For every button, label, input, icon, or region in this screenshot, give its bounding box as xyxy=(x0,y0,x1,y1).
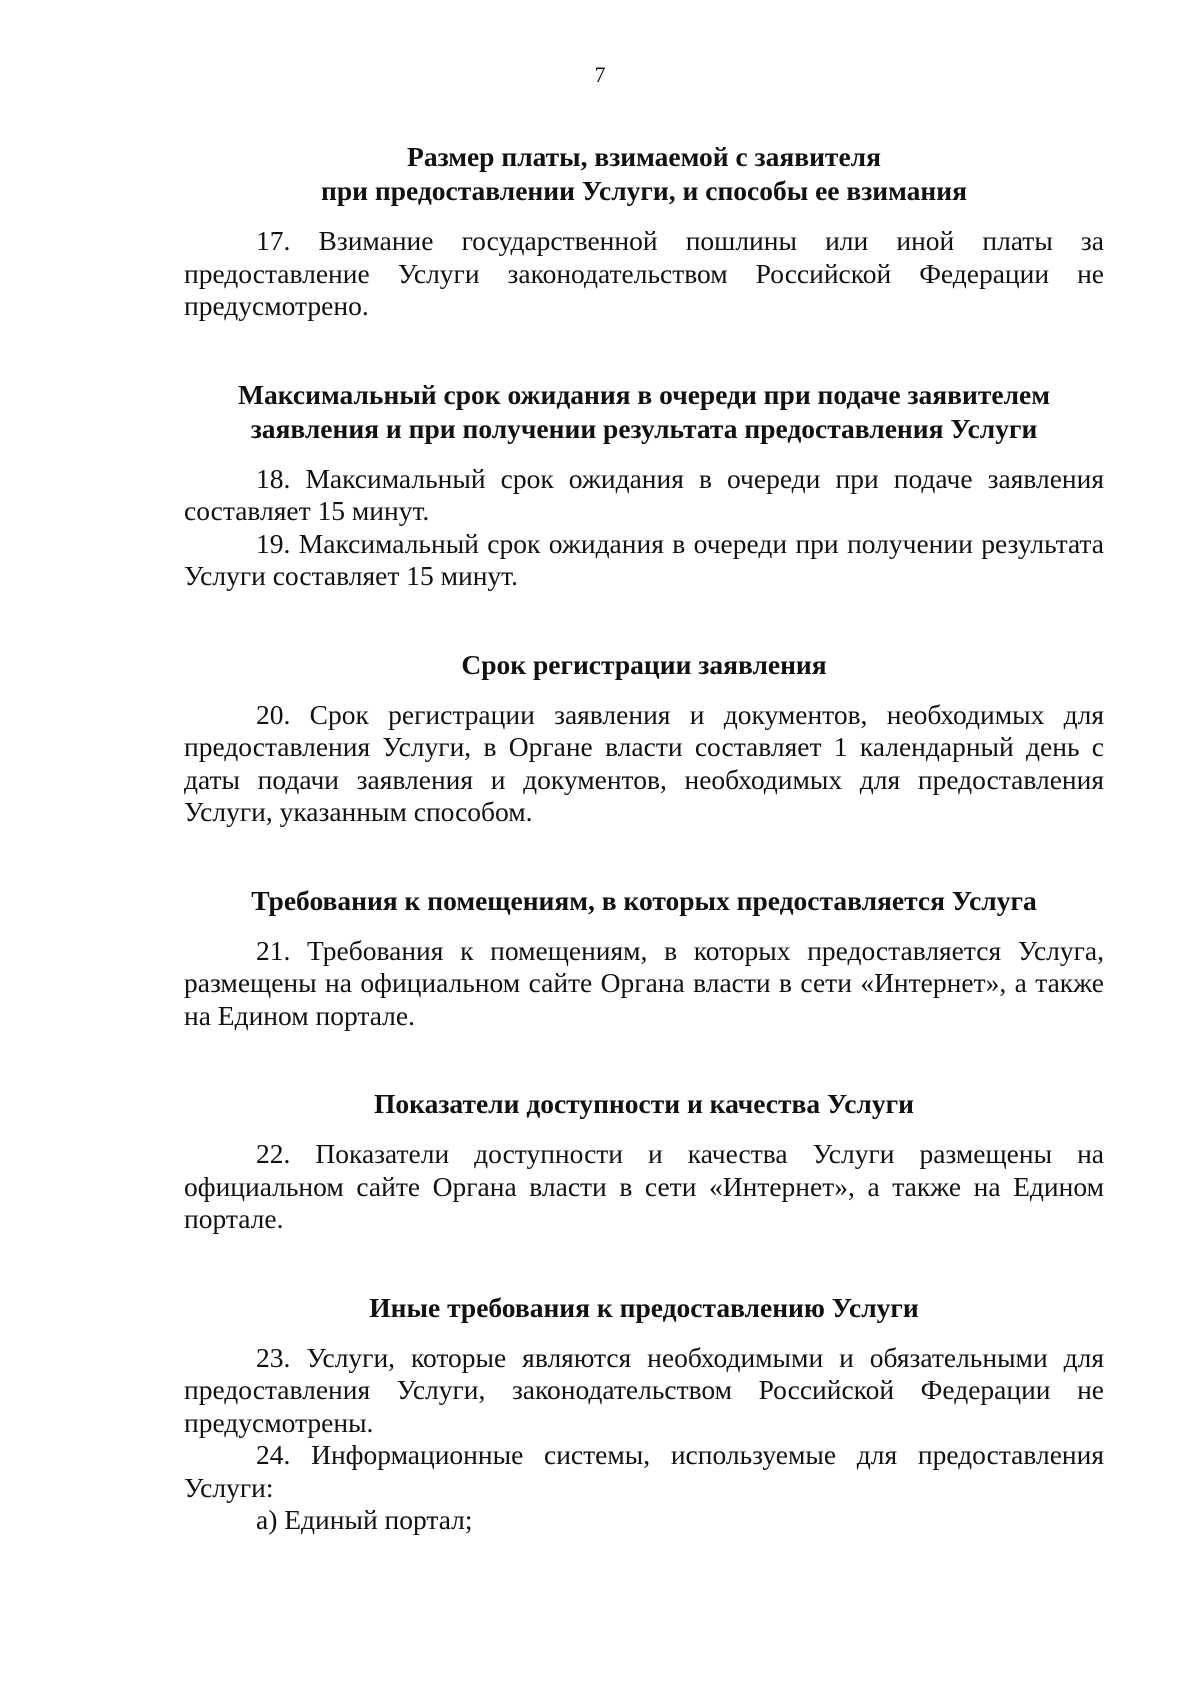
section-heading-queue-time xyxy=(184,378,1104,446)
section-heading-registration xyxy=(184,648,1104,682)
paragraph-19: 19. Максимальный срок ожидания в очереди при получении результата Услуги составляет 15 минут. xyxy=(184,527,1104,591)
paragraph-20: 20. Срок регистрации заявления и документов, необходимых для предоставления Услуги, в Органе власти составляет 1 календарный день с даты подачи заявления и документов, необходимых для предоставления Услуги, указанным способом. xyxy=(184,698,1104,827)
heading-line: Требования к помещениям, в которых предоставляется Услуга xyxy=(251,884,1037,916)
heading-line: заявления и при получении результата предоставления Услуги xyxy=(250,412,1038,444)
section-heading-other-requirements xyxy=(184,1291,1104,1325)
heading-line: при предоставлении Услуги, и способы ее взимания xyxy=(321,175,967,206)
heading-line: Размер платы, взимаемой с заявителя xyxy=(407,141,881,172)
paragraph-18: 18. Максимальный срок ожидания в очереди при подаче заявления составляет 15 минут. xyxy=(184,462,1104,526)
paragraph-24: 24. Информационные системы, используемые для предоставления Услуги: xyxy=(184,1439,1104,1503)
heading-line: Максимальный срок ожидания в очереди при подаче заявителем xyxy=(238,378,1050,410)
paragraph-17: 17. Взимание государственной пошлины или иной платы за предоставление Услуги законодательством Российской Федерации не предусмотрено. xyxy=(184,225,1104,321)
heading-line: Срок регистрации заявления xyxy=(461,648,827,680)
list-item: а) Единый портал; xyxy=(256,1504,473,1535)
page-number: 7 xyxy=(594,62,606,87)
section-heading-premises xyxy=(184,884,1104,918)
paragraph-21: 21. Требования к помещениям, в которых предоставляется Услуга, размещены на официальном сайте Органа власти в сети «Интернет», а также на Едином портале. xyxy=(184,934,1104,1031)
document-body xyxy=(184,140,1104,1537)
section-heading-fee xyxy=(184,140,1104,208)
heading-line: Показатели доступности и качества Услуги xyxy=(374,1088,914,1119)
paragraph-23: 23. Услуги, которые являются необходимыми и обязательными для предоставления Услуги, законодательством Российской Федерации не предусмотрены. xyxy=(184,1341,1104,1438)
paragraph-22: 22. Показатели доступности и качества Услуги размещены на официальном сайте Органа власти в сети «Интернет», а также на Едином портале. xyxy=(184,1138,1104,1234)
heading-line: Иные требования к предоставлению Услуги xyxy=(369,1291,919,1323)
section-heading-accessibility xyxy=(184,1087,1104,1121)
